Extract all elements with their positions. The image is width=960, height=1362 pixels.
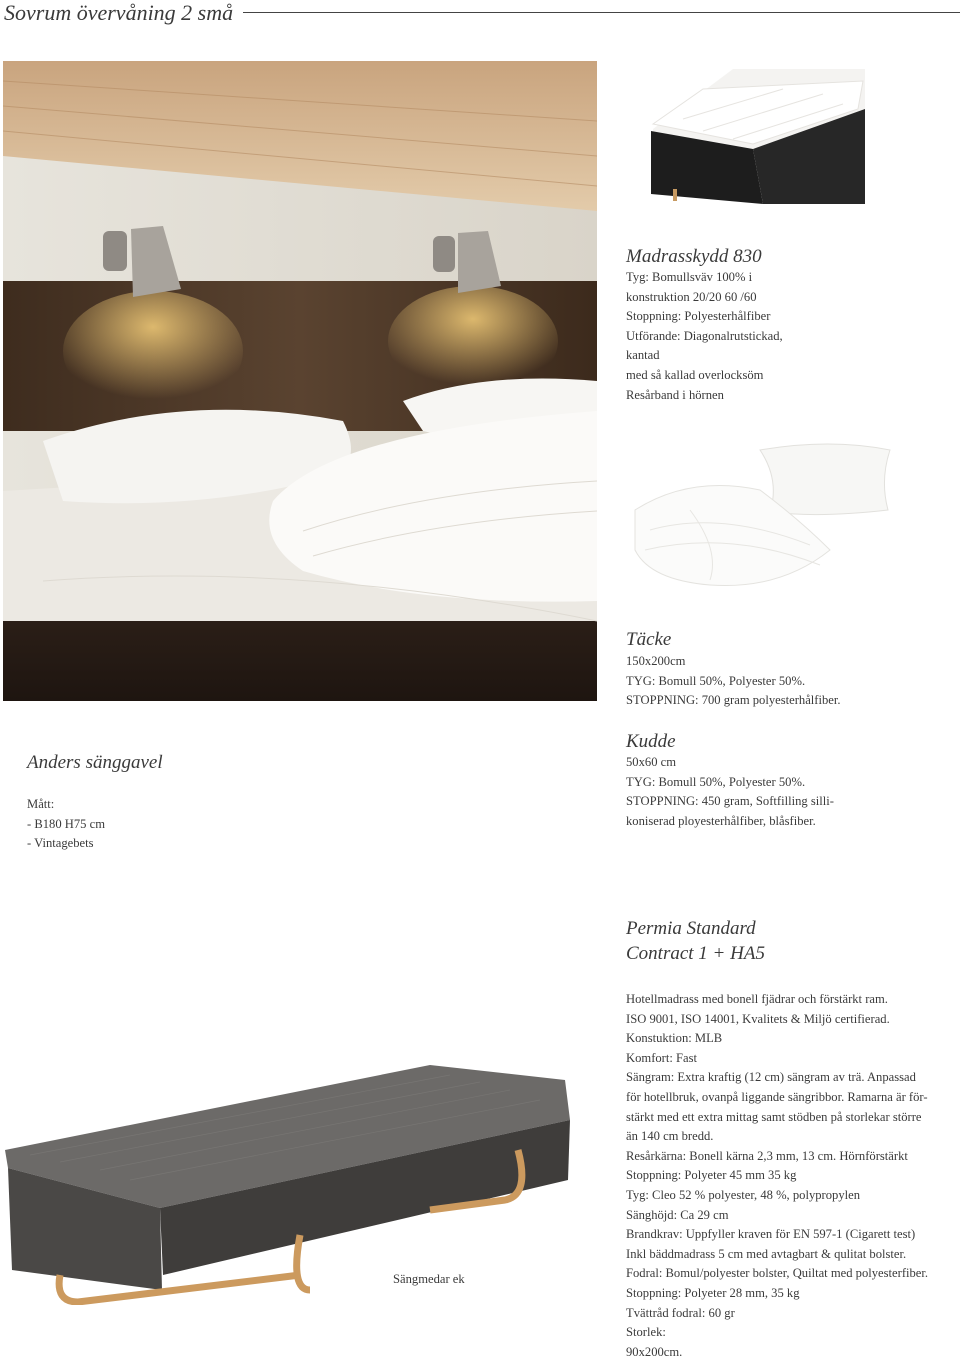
kudde-description bbox=[626, 753, 834, 831]
sanggavel-line: - Vintagebets bbox=[27, 836, 94, 851]
permia-line: Hotellmadrass med bonell fjädrar och förstärkt ram. bbox=[626, 992, 888, 1006]
tacke-title: Täcke bbox=[626, 629, 672, 650]
permia-line: ISO 9001, ISO 14001, Kvalitets & Miljö certifierad. bbox=[626, 1011, 890, 1026]
sanggavel-title: Anders sänggavel bbox=[27, 752, 163, 773]
kudde-title: Kudde bbox=[626, 731, 676, 752]
madrasskydd-line: konstruktion 20/20 60 /60 bbox=[626, 289, 757, 304]
permia-description bbox=[626, 990, 928, 1362]
permia-line: Komfort: Fast bbox=[626, 1050, 698, 1065]
permia-line: Stoppning: Polyeter 28 mm, 35 kg bbox=[626, 1285, 800, 1300]
tacke-line: STOPPNING: 700 gram polyesterhålfiber. bbox=[626, 693, 841, 708]
tacke-line: 150x200cm bbox=[626, 654, 686, 668]
sanggavel-line: Mått: bbox=[27, 797, 55, 811]
sanggavel-line: - B180 H75 cm bbox=[27, 816, 106, 831]
mattress-protector-photo bbox=[643, 69, 865, 204]
madrasskydd-line: Resårband i hörnen bbox=[626, 387, 724, 402]
madrasskydd-line: Utförande: Diagonalrutstickad, bbox=[626, 328, 783, 343]
permia-title-2: Contract 1 + HA5 bbox=[626, 943, 765, 964]
continental-bed-photo bbox=[0, 1040, 575, 1305]
madrasskydd-description bbox=[626, 268, 783, 405]
tacke-line: TYG: Bomull 50%, Polyester 50%. bbox=[626, 673, 806, 688]
page-title: Sovrum övervåning 2 små bbox=[4, 0, 234, 25]
permia-line: Stoppning: Polyeter 45 mm 35 kg bbox=[626, 1168, 797, 1183]
permia-line: Tyg: Cleo 52 % polyester, 48 %, polypropylen bbox=[626, 1187, 861, 1202]
permia-line: Tvättråd fodral: 60 gr bbox=[626, 1305, 735, 1320]
permia-line: Sänghöjd: Ca 29 cm bbox=[626, 1207, 729, 1222]
permia-line: stärkt med ett extra mittag samt stödben på storlekar större bbox=[626, 1109, 922, 1124]
madrasskydd-line: kantad bbox=[626, 348, 660, 363]
permia-line: 90x200cm. bbox=[626, 1344, 683, 1359]
kudde-line: STOPPNING: 450 gram, Softfilling silli- bbox=[626, 794, 834, 809]
permia-line: Konstuktion: MLB bbox=[626, 1031, 723, 1046]
permia-line: Storlek: bbox=[626, 1325, 666, 1340]
duvet-and-pillow-photo bbox=[630, 440, 895, 590]
permia-line: Fodral: Bomul/polyester bolster, Quiltat med polyesterfiber. bbox=[626, 1266, 929, 1281]
kudde-line: TYG: Bomull 50%, Polyester 50%. bbox=[626, 774, 806, 789]
permia-line: för hotellbruk, ovanpå liggande sängribbor. Ramarna är för- bbox=[626, 1089, 928, 1104]
tacke-description bbox=[626, 652, 841, 711]
bedroom-headboard-photo bbox=[3, 61, 597, 701]
madrasskydd-line: Stoppning: Polyesterhålfiber bbox=[626, 309, 771, 324]
madrasskydd-line: med så kallad overlocksöm bbox=[626, 367, 764, 382]
permia-line: Inkl bäddmadrass 5 cm med avtagbart & qulitat bolster. bbox=[626, 1246, 907, 1261]
permia-line: än 140 cm bredd. bbox=[626, 1129, 714, 1144]
madrasskydd-line: Tyg: Bomullsväv 100% i bbox=[626, 270, 753, 284]
permia-line: Sängram: Extra kraftig (12 cm) sängram av trä. Anpassad bbox=[626, 1070, 916, 1085]
sanggavel-description bbox=[27, 795, 105, 854]
kudde-line: 50x60 cm bbox=[626, 755, 677, 769]
madrasskydd-title: Madrasskydd 830 bbox=[626, 246, 762, 267]
permia-line: Resårkärna: Bonell kärna 2,3 mm, 13 cm. Hörnförstärkt bbox=[626, 1148, 908, 1163]
kudde-line: koniserad ployesterhålfiber, blåsfiber. bbox=[626, 813, 816, 828]
permia-title-1: Permia Standard bbox=[626, 918, 756, 939]
header-rule bbox=[243, 12, 960, 13]
permia-line: Brandkrav: Uppfyller kraven för EN 597-1 (Cigarett test) bbox=[626, 1227, 916, 1242]
bed-caption: Sängmedar ek bbox=[393, 1272, 465, 1286]
